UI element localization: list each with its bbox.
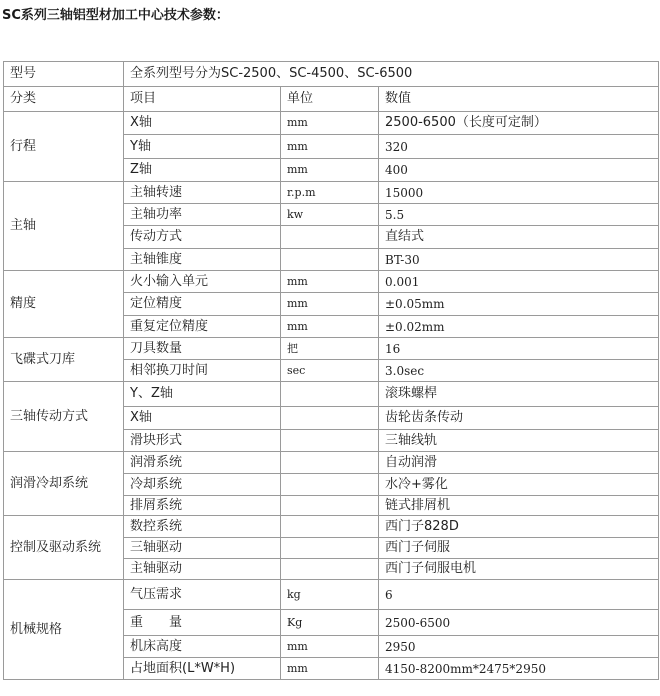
value-cell: 400 <box>379 159 659 182</box>
item-cell: 数控系统 <box>124 516 281 538</box>
value-cell: 3.0sec <box>379 360 659 382</box>
unit-cell <box>281 496 379 516</box>
value-cell: ±0.05mm <box>379 293 659 316</box>
category-cell: 润滑冷却系统 <box>4 452 124 516</box>
unit-cell <box>281 516 379 538</box>
value-cell: 三轴线轨 <box>379 430 659 452</box>
unit-cell: mm <box>281 316 379 338</box>
item-cell: 冷却系统 <box>124 474 281 496</box>
unit-cell: kw <box>281 204 379 226</box>
value-cell: 链式排屑机 <box>379 496 659 516</box>
unit-cell <box>281 430 379 452</box>
item-cell: 气压需求 <box>124 580 281 610</box>
table-row <box>4 271 659 293</box>
category-cell: 三轴传动方式 <box>4 382 124 452</box>
unit-cell: Kg <box>281 610 379 636</box>
item-cell: 重复定位精度 <box>124 316 281 338</box>
header-value: 数值 <box>379 87 659 112</box>
item-cell: Z轴 <box>124 159 281 182</box>
value-cell: 0.001 <box>379 271 659 293</box>
item-cell: 机床高度 <box>124 636 281 658</box>
value-cell: 水冷+雾化 <box>379 474 659 496</box>
unit-cell: mm <box>281 112 379 135</box>
unit-cell: kg <box>281 580 379 610</box>
value-cell: 齿轮齿条传动 <box>379 407 659 430</box>
table-row <box>4 338 659 360</box>
value-cell: 16 <box>379 338 659 360</box>
unit-cell: mm <box>281 658 379 680</box>
unit-cell: mm <box>281 271 379 293</box>
item-cell: Y轴 <box>124 135 281 159</box>
category-cell: 行程 <box>4 112 124 182</box>
value-cell: ±0.02mm <box>379 316 659 338</box>
table-row <box>4 516 659 538</box>
unit-cell <box>281 452 379 474</box>
value-cell: 直结式 <box>379 226 659 249</box>
category-cell: 飞碟式刀库 <box>4 338 124 382</box>
item-cell: 传动方式 <box>124 226 281 249</box>
unit-cell: r.p.m <box>281 182 379 204</box>
unit-cell <box>281 538 379 559</box>
value-cell: 15000 <box>379 182 659 204</box>
table-row <box>4 452 659 474</box>
item-cell: 主轴驱动 <box>124 559 281 580</box>
item-cell: 滑块形式 <box>124 430 281 452</box>
item-cell: 刀具数量 <box>124 338 281 360</box>
header-unit: 单位 <box>281 87 379 112</box>
spec-table <box>3 61 659 680</box>
unit-cell <box>281 474 379 496</box>
value-cell: 2500-6500 <box>379 610 659 636</box>
page-title: SC系列三轴铝型材加工中心技术参数： <box>2 8 229 23</box>
item-cell: Y、Z轴 <box>124 382 281 407</box>
model-value: 全系列型号分为SC-2500、SC-4500、SC-6500 <box>124 62 659 87</box>
unit-cell: mm <box>281 159 379 182</box>
value-cell: 滚珠螺桿 <box>379 382 659 407</box>
item-cell: 三轴驱动 <box>124 538 281 559</box>
table-row <box>4 580 659 610</box>
unit-cell <box>281 382 379 407</box>
value-cell: 西门子828D <box>379 516 659 538</box>
item-cell: 火小输入单元 <box>124 271 281 293</box>
category-cell: 机械规格 <box>4 580 124 680</box>
table-row <box>4 382 659 407</box>
value-cell: 自动润滑 <box>379 452 659 474</box>
unit-cell: mm <box>281 135 379 159</box>
table-row <box>4 182 659 204</box>
item-cell: 排屑系统 <box>124 496 281 516</box>
header-row <box>4 87 659 112</box>
item-cell: X轴 <box>124 407 281 430</box>
item-cell: X轴 <box>124 112 281 135</box>
unit-cell <box>281 559 379 580</box>
value-cell: BT-30 <box>379 249 659 271</box>
unit-cell: mm <box>281 636 379 658</box>
value-cell: 西门子伺服 <box>379 538 659 559</box>
item-cell: 重 量 <box>124 610 281 636</box>
model-row <box>4 62 659 87</box>
item-cell: 主轴转速 <box>124 182 281 204</box>
item-cell: 相邻换刀时间 <box>124 360 281 382</box>
item-cell: 定位精度 <box>124 293 281 316</box>
value-cell: 6 <box>379 580 659 610</box>
value-cell: 5.5 <box>379 204 659 226</box>
value-cell: 西门子伺服电机 <box>379 559 659 580</box>
unit-cell: 把 <box>281 338 379 360</box>
category-cell: 精度 <box>4 271 124 338</box>
model-label: 型号 <box>4 62 124 87</box>
category-cell: 控制及驱动系统 <box>4 516 124 580</box>
category-cell: 主轴 <box>4 182 124 271</box>
value-cell: 2500-6500（长度可定制） <box>379 112 659 135</box>
table-row <box>4 112 659 135</box>
item-cell: 主轴功率 <box>124 204 281 226</box>
unit-cell: mm <box>281 293 379 316</box>
unit-cell: sec <box>281 360 379 382</box>
unit-cell <box>281 249 379 271</box>
item-cell: 主轴锥度 <box>124 249 281 271</box>
value-cell: 4150-8200mm*2475*2950 <box>379 658 659 680</box>
header-item: 项目 <box>124 87 281 112</box>
header-category: 分类 <box>4 87 124 112</box>
value-cell: 2950 <box>379 636 659 658</box>
item-cell: 润滑系统 <box>124 452 281 474</box>
value-cell: 320 <box>379 135 659 159</box>
item-cell: 占地面积(L*W*H) <box>124 658 281 680</box>
unit-cell <box>281 407 379 430</box>
unit-cell <box>281 226 379 249</box>
